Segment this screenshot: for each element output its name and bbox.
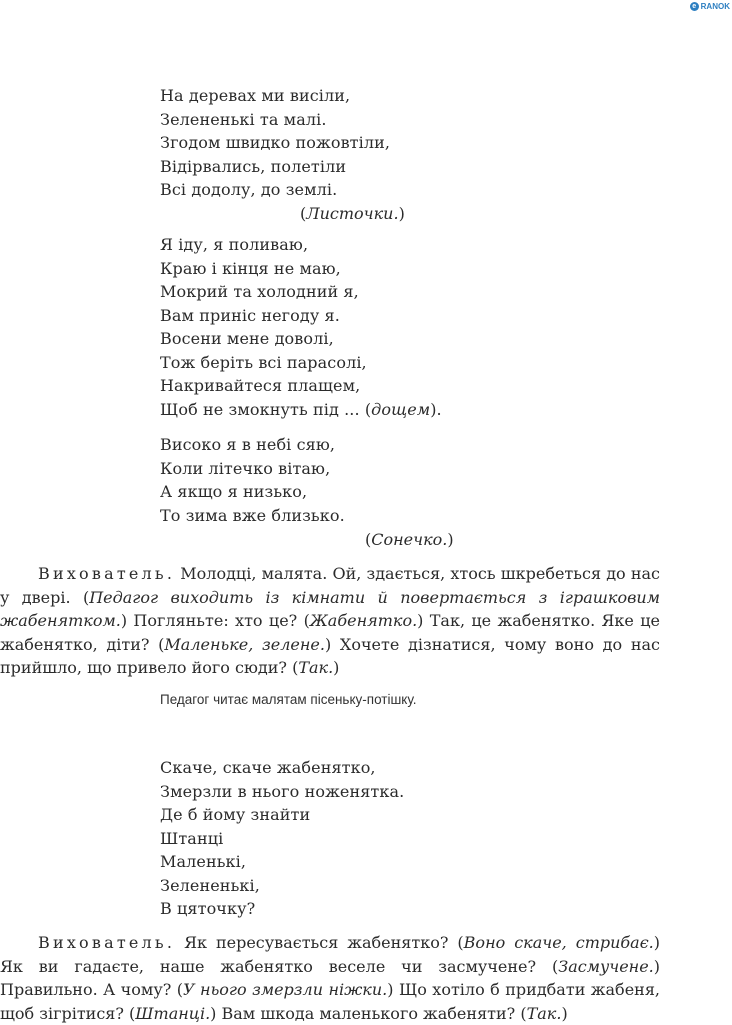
riddle-2-line-2: Краю і кінця не маю, — [160, 258, 341, 278]
song-line-1: Скаче, скаче жабенятко, — [160, 758, 376, 777]
para-1-text-2: ) Погляньте: хто це? ( — [120, 611, 310, 630]
para-1-text-4: ) Хочете дізнатися, чому воно до нас прийшло, що привело його сюди? ( — [0, 634, 661, 677]
para-2-text-4: ) Що хотіло б придбати жабеня, щоб зігрітися? ( — [0, 980, 661, 1023]
riddle-3-line-4: То зима вже близько. — [160, 505, 345, 525]
song-line-6: Зелененькі, — [160, 875, 260, 895]
para-1-italic-1: Педагог виходить із кімнати й повертається з іграшковим жабенятком. — [0, 587, 660, 630]
para-1-italic-4: Так. — [298, 658, 334, 677]
riddle-3-answer: (Сонечко.) — [365, 530, 454, 549]
riddle-3 — [160, 433, 460, 527]
logo-text: RANOK — [700, 2, 730, 11]
riddle-1-line-4: Відірвались, полетіли — [160, 156, 347, 176]
riddle-3-line-1: Високо я в небі сяю, — [160, 435, 336, 454]
riddle-2-line-1: Я іду, я поливаю, — [160, 235, 309, 254]
para-1-text-3: ) Так, це жабенятко. Яке це жабенятко, діти? ( — [0, 611, 661, 654]
song-line-7: В цяточку? — [160, 899, 256, 918]
para-1-italic-2: Жабенятко. — [309, 611, 418, 630]
riddle-1-line-5: Всі додолу, до землі. — [160, 180, 338, 199]
riddle-2-answer: дощем — [371, 399, 431, 419]
para-2-text-6: ) — [561, 1003, 568, 1023]
para-2-italic-4: Штанці. — [135, 1003, 211, 1023]
teacher-paragraph-1 — [0, 562, 660, 680]
riddle-2-line-4: Вам приніс негоду я. — [160, 305, 340, 325]
riddle-1-line-2: Зелененькі та малі. — [160, 109, 327, 129]
para-2-italic-1: Воно скаче, стрибає. — [463, 933, 654, 952]
riddle-2 — [160, 233, 460, 421]
publisher-logo — [690, 2, 730, 11]
riddle-2-line-3: Мокрий та холодний я, — [160, 282, 359, 301]
speaker-label-2: Вихователь. — [38, 933, 176, 952]
riddle-1-answer: (Листочки.) — [300, 204, 405, 223]
riddle-3-answer-text: Сонечко. — [371, 530, 448, 549]
riddle-3-line-2: Коли літечко вітаю, — [160, 458, 331, 478]
riddle-2-line-7: Накривайтеся плащем, — [160, 376, 361, 395]
para-2-italic-5: Так. — [526, 1003, 562, 1023]
riddle-1-line-3: Згодом швидко пожовтіли, — [160, 133, 391, 152]
para-2-text-2: ) Як ви гадаєте, наше жабенятко веселе чи засмучене? ( — [0, 933, 661, 976]
riddle-2-line-8 — [160, 398, 460, 422]
para-2-text-3: ) Правильно. А чому? ( — [0, 956, 660, 999]
song-line-5: Маленькі, — [160, 852, 247, 871]
para-1-italic-3: Маленьке, зелене. — [164, 634, 325, 654]
para-1-text-1: Молодці, малята. Ой, здається, хтось шкребеться до нас у двері. ( — [0, 564, 660, 607]
riddle-2-line-6: Тож беріть всі парасолі, — [160, 352, 367, 372]
para-2-text-1: Як пересувається жабенятко? ( — [175, 933, 464, 952]
para-2-italic-2: Засмучене. — [558, 956, 654, 976]
riddle-1-line-1: На деревах ми висіли, — [160, 86, 351, 105]
stage-direction: Педагог читає малятам пісеньку-потішку. — [160, 692, 417, 707]
song-line-4: Штанці — [160, 828, 224, 848]
para-1-text-5: ) — [333, 658, 340, 677]
song-line-3: Де б йому знайти — [160, 805, 311, 824]
para-2-text-5: ) Вам шкода маленького жабеняти? ( — [210, 1003, 527, 1023]
riddle-2-line-5: Восени мене доволі, — [160, 329, 334, 348]
song — [160, 756, 460, 921]
riddle-1-answer-text: Листочки. — [306, 204, 399, 223]
logo-mark: e — [690, 2, 699, 11]
speaker-label: Вихователь. — [38, 564, 176, 583]
song-line-2: Змерзли в нього ноженятка. — [160, 781, 405, 801]
riddle-1 — [160, 84, 460, 202]
riddle-2-last-suffix: ). — [430, 399, 442, 419]
teacher-paragraph-2 — [0, 931, 660, 1025]
para-2-italic-3: У нього змерзли ніжки. — [183, 980, 388, 999]
riddle-3-line-3: А якщо я низько, — [160, 482, 308, 501]
riddle-2-last-prefix: Щоб не змокнуть під ... ( — [160, 399, 372, 419]
